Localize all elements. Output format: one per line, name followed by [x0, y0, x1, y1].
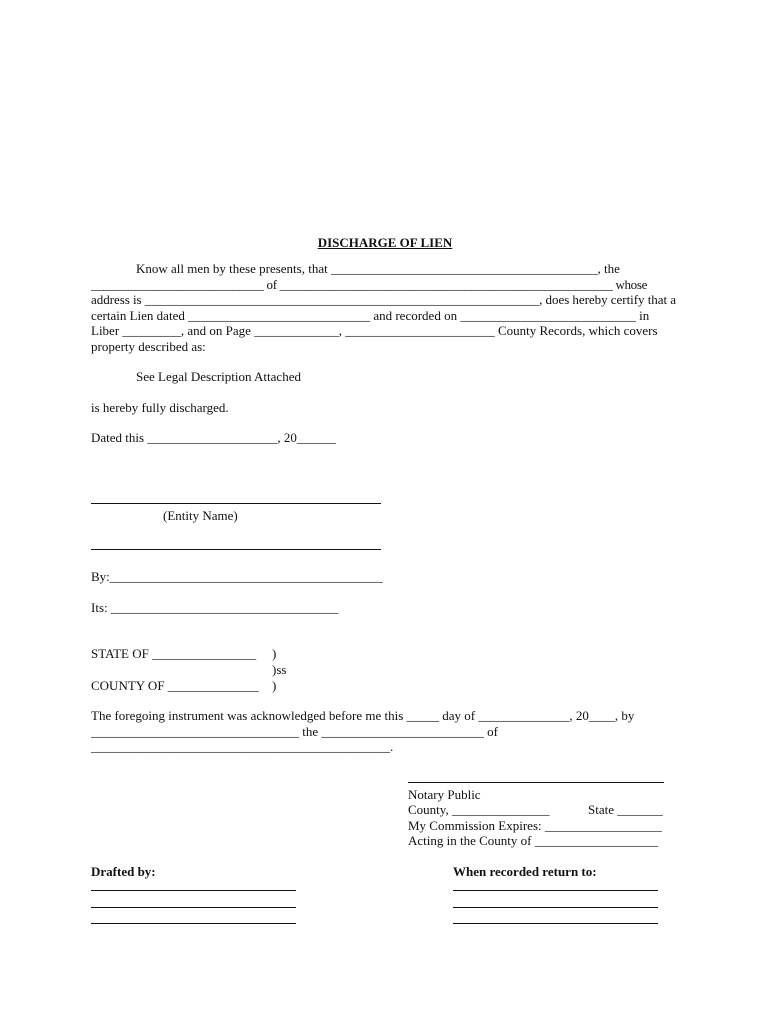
return-to-rule-2	[453, 907, 658, 908]
entity-name-rule	[91, 503, 381, 504]
body-line-6: property described as:	[91, 339, 206, 354]
drafted-by-rule-2	[91, 907, 296, 908]
body-line-1: Know all men by these presents, that _________________________________________, the	[136, 261, 620, 276]
drafted-by-heading: Drafted by:	[91, 864, 156, 879]
body-line-5: Liber _________, and on Page _____________, _______________________ County Records, which covers	[91, 323, 658, 338]
body-line-4: certain Lien dated ____________________________ and recorded on ___________________________ in	[91, 308, 650, 323]
notary-county: County, _______________	[408, 802, 550, 817]
notary-state: State _______	[588, 802, 663, 817]
acknowledgment-line-1: The foregoing instrument was acknowledged before me this _____ day of ______________, 20____, by	[91, 708, 635, 723]
return-to-heading: When recorded return to:	[453, 864, 597, 879]
body-line-2: ____________________________ of ______________________________________________________ whose	[91, 277, 647, 292]
notary-signature-rule	[408, 782, 664, 783]
venue-paren-2: )	[272, 678, 277, 693]
venue-paren-1: )	[272, 646, 277, 661]
drafted-by-rule-3	[91, 923, 296, 924]
entity-name-caption: (Entity Name)	[163, 508, 238, 523]
its-line: Its: ___________________________________	[91, 600, 339, 615]
legal-description-line: See Legal Description Attached	[136, 369, 301, 384]
discharged-line: is hereby fully discharged.	[91, 400, 229, 415]
body-line-3: address is _____________________________________________________________, does hereby certify that a	[91, 292, 676, 307]
acknowledgment-line-3: ______________________________________________.	[91, 739, 394, 754]
document-title: DISCHARGE OF LIEN	[317, 235, 453, 250]
return-to-rule-1	[453, 890, 658, 891]
signature-rule	[91, 549, 381, 550]
by-line: By:__________________________________________	[91, 569, 383, 584]
acknowledgment-line-2: ________________________________ the _________________________ of	[91, 724, 498, 739]
notary-acting-county: Acting in the County of ___________________	[408, 833, 659, 848]
county-of-line: COUNTY OF ______________	[91, 678, 259, 693]
notary-title: Notary Public	[408, 787, 481, 802]
notary-commission: My Commission Expires: __________________	[408, 818, 662, 833]
venue-ss: )ss	[272, 662, 287, 677]
drafted-by-rule-1	[91, 890, 296, 891]
return-to-rule-3	[453, 923, 658, 924]
dated-line: Dated this ____________________, 20______	[91, 430, 336, 445]
state-of-line: STATE OF ________________	[91, 646, 257, 661]
